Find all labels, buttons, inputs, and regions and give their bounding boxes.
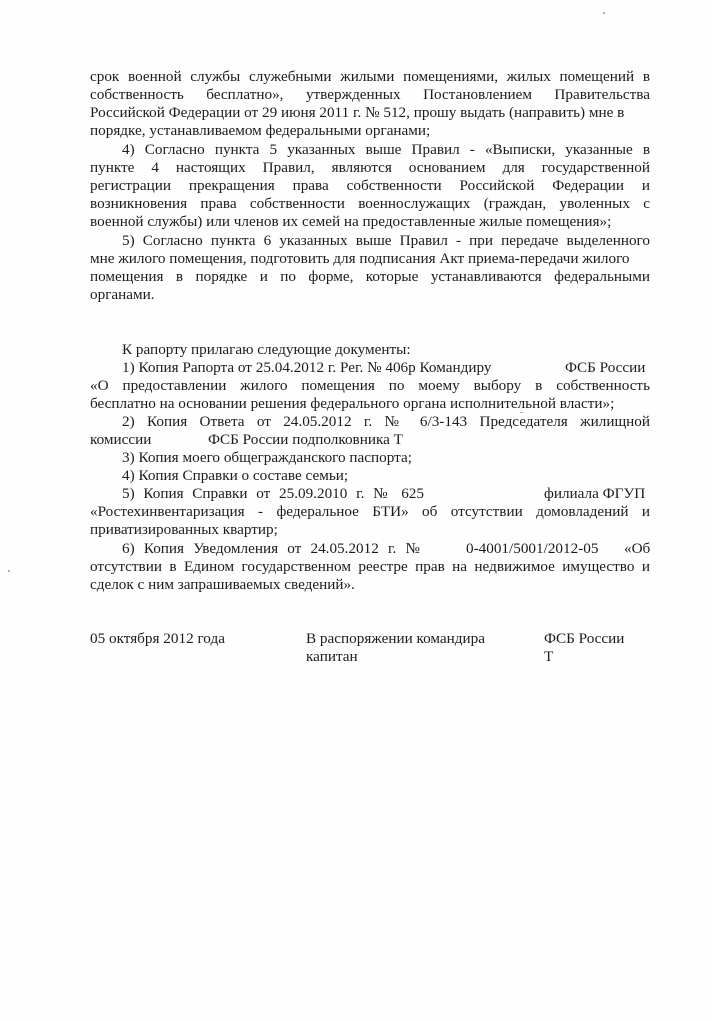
paragraph-2-line-1: 4) Согласно пункта 5 указанных выше Правил - «Выписки, указанные в [122, 141, 650, 158]
attachment-6-quote-start: «Об [624, 540, 651, 557]
attachment-2-line-2b: ФСБ России подполковника Т [208, 431, 403, 448]
footer-position-line-1: В распоряжении командира [306, 630, 485, 647]
attachment-5-line-3: приватизированных квартир; [90, 521, 278, 538]
attachment-2-line-2a: комиссии [90, 431, 152, 448]
paragraph-1-line-3: Российской Федерации от 29 июня 2011 г. № 512, прошу выдать (направить) мне в [90, 104, 625, 121]
attachment-6-line-2: отсутствии в Едином государственном реестре прав на недвижимое имущество и [90, 558, 650, 575]
attachment-1-line-1: 1) Копия Рапорта от 25.04.2012 г. Рег. № 406р Командиру [122, 359, 492, 376]
attachment-1-org: ФСБ России [565, 359, 646, 376]
attachment-6-line-3: сделок с ним запрашиваемых сведений». [90, 576, 355, 593]
paragraph-2-line-5: военной службы) или членов их семей на предоставленные жилые помещения»; [90, 213, 612, 230]
paragraph-2-line-3: регистрации прекращения права собственности Российской Федерации и [90, 177, 650, 194]
scan-speck [520, 412, 523, 413]
footer-position-line-2: капитан [306, 648, 358, 665]
attachment-3: 3) Копия моего общегражданского паспорта; [122, 449, 412, 466]
paragraph-3-line-4: органами. [90, 286, 155, 303]
footer-org-line-2: Т [544, 648, 554, 665]
attachment-6-line-1: 6) Копия Уведомления от 24.05.2012 г. № [122, 540, 420, 557]
paragraph-3-line-2: мне жилого помещения, подготовить для подписания Акт приема-передачи жилого [90, 250, 630, 267]
paragraph-2-line-2: пункте 4 настоящих Правил, являются основанием для государственной [90, 159, 650, 176]
attachment-1-line-2: «О предоставлении жилого помещения по моему выбору в собственность [90, 377, 650, 394]
paragraph-1-line-2: собственность бесплатно», утвержденных Постановлением Правительства [90, 86, 650, 103]
attachment-5-line-2: «Ростехинвентаризация - федеральное БТИ» об отсутствии домовладений и [90, 503, 650, 520]
attachment-5-line-1: 5) Копия Справки от 25.09.2010 г. № 625 [122, 485, 424, 502]
attachment-4: 4) Копия Справки о составе семьи; [122, 467, 349, 484]
attachment-1-line-3: бесплатно на основании решения федерального органа исполнительной власти»; [90, 395, 615, 412]
attachment-2-line-1: 2) Копия Ответа от 24.05.2012 г. № 6/3-143 Председателя жилищной [122, 413, 650, 430]
attachment-5-org: филиала ФГУП [544, 485, 646, 502]
paragraph-3-line-3: помещения в порядке и по форме, которые устанавливаются федеральными [90, 268, 650, 285]
scan-speck [603, 12, 605, 14]
scan-speck [8, 570, 10, 572]
paragraph-1-line-1: срок военной службы служебными жилыми помещениями, жилых помещений в [90, 68, 650, 85]
paragraph-1-line-4: порядке, устанавливаемом федеральными органами; [90, 122, 431, 139]
attachments-intro: К рапорту прилагаю следующие документы: [122, 341, 411, 358]
footer-date: 05 октября 2012 года [90, 630, 225, 647]
paragraph-3-line-1: 5) Согласно пункта 6 указанных выше Правил - при передаче выделенного [122, 232, 650, 249]
attachment-6-number: 0-4001/5001/2012-05 [466, 540, 599, 557]
footer-org-line-1: ФСБ России [544, 630, 625, 647]
paragraph-2-line-4: возникновения права собственности военнослужащих (граждан, уволенных с [90, 195, 650, 212]
